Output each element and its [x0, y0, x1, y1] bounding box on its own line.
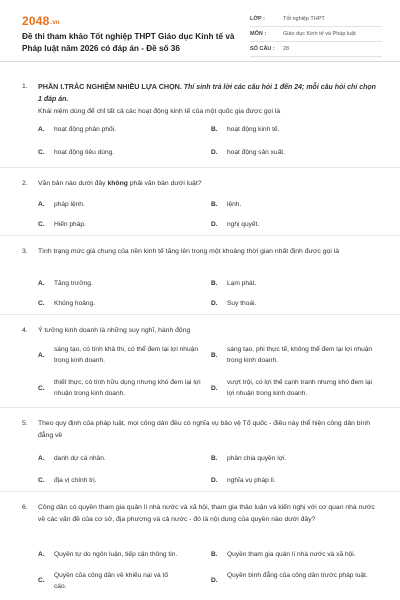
- question-number: 5.: [22, 420, 28, 427]
- logo-brand: 2048: [22, 14, 50, 28]
- question-text: Tình trạng mức giá chung của nền kinh tế tăng lên trong một khoảng thời gian nhất định được gọi là: [38, 248, 340, 255]
- question-number: 1.: [22, 83, 28, 90]
- question-4: 4. Ý tưởng kinh doanh là những suy nghĩ, hành động A. sáng tạo, có tính khả thi, có thể đem lại lợi nhuận trong kinh doanh. B. sáng tạo, phi thực tế, không thể đem lại lợi nhuận trong kinh doanh. C. thiết thực, có tính hữu dụng nhưng khó đem lại lợi nhuận trong kinh doanh. D. vượt trội, có lợi thế cạnh tranh nhưng khó đem lại lợi nhuận trong kinh doanh.: [0, 315, 400, 408]
- question-number: 4.: [22, 327, 28, 334]
- question-number: 6.: [22, 504, 28, 511]
- exam-header: [0, 0, 400, 62]
- question-1: 1. PHẦN I.TRẮC NGHIỆM NHIỀU LỰA CHỌN. Thí sinh trả lời các câu hỏi 1 đến 24; mỗi câu hỏi chỉ chọn 1 đáp án. Khái niệm dùng để chỉ tất cả các hoạt động kinh tế của một quốc gia được gọi là A. hoạt động phân phối. B. hoạt động kinh tế. C. hoạt động tiêu dùng. D. hoạt động sản xuất.: [0, 62, 400, 168]
- site-logo[interactable]: [22, 14, 60, 28]
- question-2: 2. Văn bản nào dưới đây không phải văn bản dưới luật? A. pháp lệnh. B. lệnh. C. Hiến pháp. D. nghị quyết.: [0, 168, 400, 236]
- question-text: Ý tưởng kinh doanh là những suy nghĩ, hành động: [38, 327, 191, 334]
- meta-lop-value: Tốt nghiệp THPT: [283, 16, 325, 22]
- part-heading: PHẦN I.TRẮC NGHIỆM NHIỀU LỰA CHỌN.: [38, 82, 182, 91]
- meta-lop-label: LỚP :: [250, 16, 265, 22]
- meta-row-mon: [250, 27, 382, 42]
- emphasis-not: không: [107, 180, 128, 187]
- meta-socau-value: 28: [283, 46, 290, 52]
- exam-title: Đề thi tham khảo Tốt nghiệp THPT Giáo dục Kinh tế và Pháp luật năm 2026 có đáp án - Đề số 36: [22, 32, 235, 53]
- meta-row-lop: [250, 12, 382, 27]
- question-text: [38, 81, 378, 118]
- question-6: 6. Công dân có quyền tham gia quản lí nhà nước và xã hội, tham gia thảo luận và kiến nghị với cơ quan nhà nước về các vấn đề của cơ sở, địa phương và cả nước - đó là nội dung của quyền nào dưới đây? A. Quyền tự do ngôn luận, tiếp cận thông tin. B. Quyền tham gia quản lí nhà nước và xã hội. C. Quyền của công dân về khiếu nại và tố cáo. D. Quyền bình đẳng của công dân trước pháp luật.: [0, 492, 400, 600]
- part-instruction: Thí sinh trả lời các câu hỏi 1 đến 24; mỗi câu hỏi chỉ chọn 1 đáp án.: [38, 84, 376, 103]
- question-text: Theo quy định của pháp luật, mọi công dân đều có nghĩa vụ bảo vệ Tổ quốc - điều này thể hiện công dân bình đẳng về: [38, 420, 371, 439]
- meta-socau-label: SỐ CÂU :: [250, 46, 275, 52]
- question-text: Công dân có quyền tham gia quản lí nhà nước và xã hội, tham gia thảo luận và kiến nghị với cơ quan nhà nước về các vấn đề của cơ sở, địa phương và cả nước - đó là nội dung của quyền nào dưới đây?: [38, 504, 375, 523]
- question-number: 2.: [22, 180, 28, 187]
- question-list: [0, 62, 400, 600]
- meta-mon-value: Giáo dục Kinh tế và Pháp luật: [283, 31, 356, 37]
- question-text: Văn bản nào dưới đây không phải văn bản dưới luật?: [38, 180, 202, 187]
- exam-meta: [250, 12, 382, 57]
- question-number: 3.: [22, 248, 28, 255]
- meta-row-socau: [250, 42, 382, 57]
- question-3: 3. Tình trạng mức giá chung của nền kinh tế tăng lên trong một khoảng thời gian nhất định được gọi là A. Tăng trưởng. B. Lạm phát. C. Khủng hoảng. D. Suy thoái.: [0, 236, 400, 315]
- meta-mon-label: MÔN :: [250, 31, 267, 37]
- question-stem: Khái niệm dùng để chỉ tất cả các hoạt động kinh tế của một quốc gia được gọi là: [38, 108, 281, 115]
- logo-tld: .vn: [50, 20, 60, 26]
- question-5: 5. Theo quy định của pháp luật, mọi công dân đều có nghĩa vụ bảo vệ Tổ quốc - điều này thể hiện công dân bình đẳng về A. danh dự cá nhân. B. phân chia quyền lợi. C. địa vị chính trị. D. nghĩa vụ pháp lí.: [0, 408, 400, 492]
